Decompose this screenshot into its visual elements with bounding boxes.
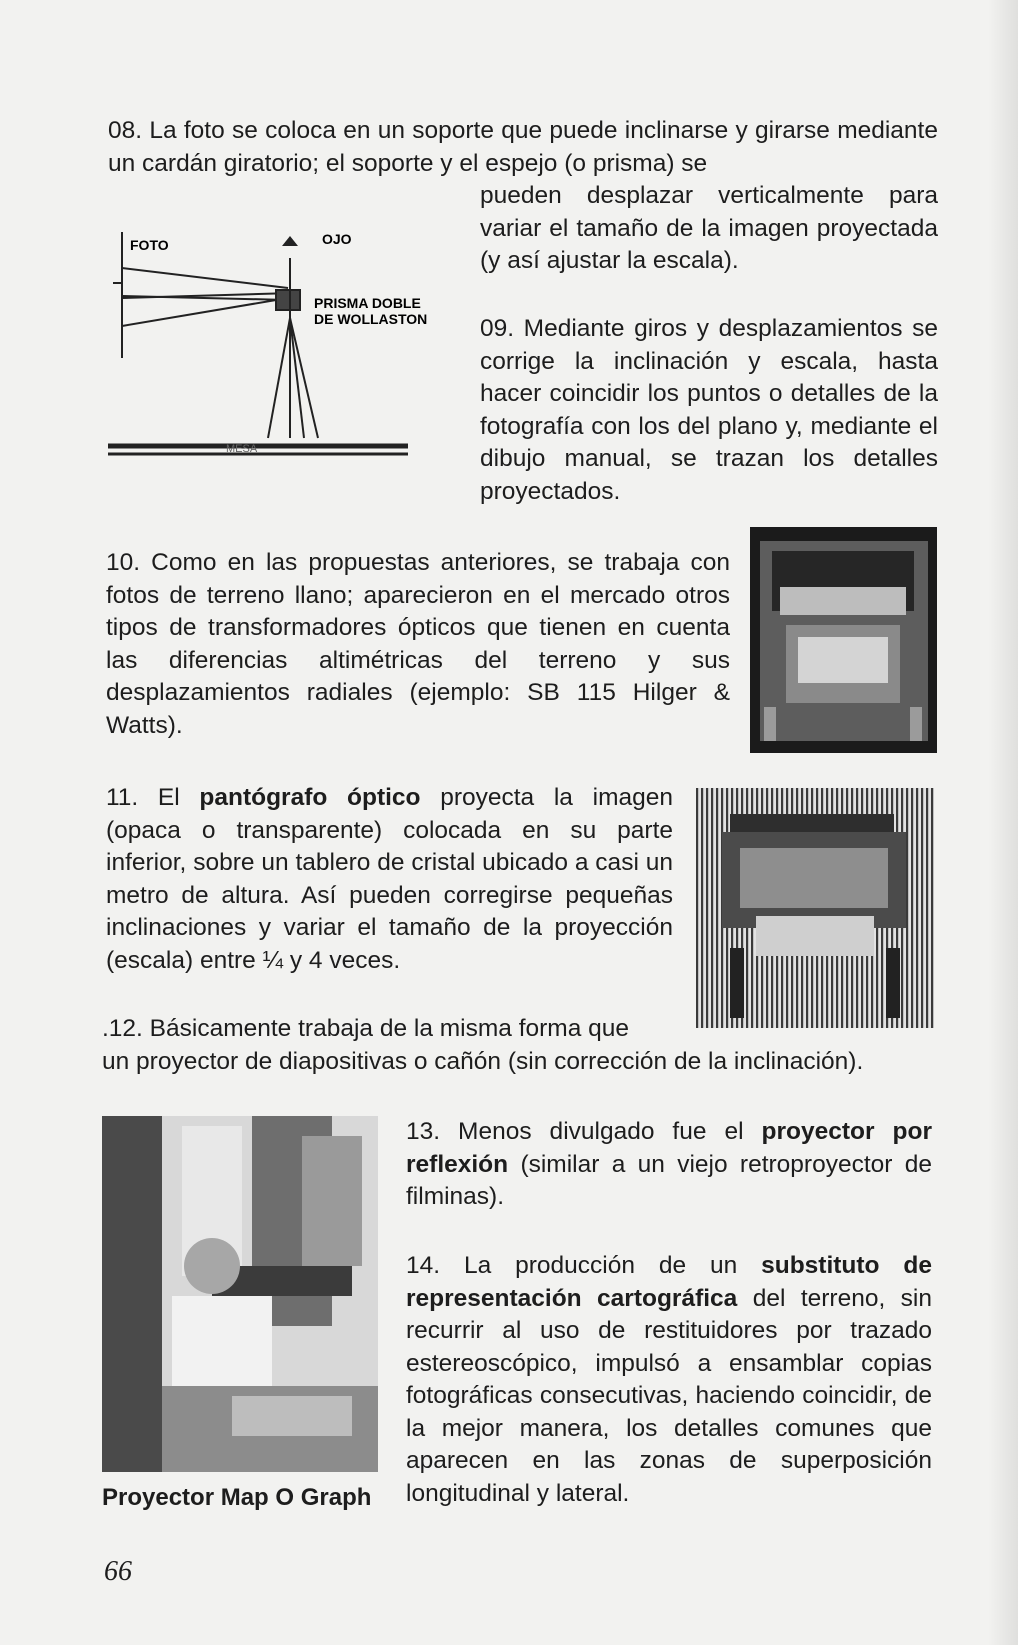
paragraph-08-top: 08. La foto se coloca en un soporte que puede inclinarse y girarse mediante un cardán giratorio; el soporte y el espejo (o prisma) se xyxy=(108,117,938,177)
label-prisma-2: DE WOLLASTON xyxy=(314,311,428,327)
paragraph-12-b: un proyector de diapositivas o cañón (sin corrección de la inclinación). xyxy=(102,1048,864,1075)
paragraph-13 xyxy=(406,1116,932,1214)
paragraph-10: 10. Como en las propuestas anteriores, se trabaja con fotos de terreno llano; aparecieron en el mercado otros tipos de transformadores ópticos que tienen en cuenta las diferencias altimétricas del terreno y sus desplazamientos radiales (ejemplo: SB 115 Hilger & Watts). xyxy=(106,549,730,739)
paragraph-14 xyxy=(406,1250,932,1510)
prism-shape xyxy=(276,290,300,310)
label-ojo: OJO xyxy=(322,231,352,247)
page-number: 66 xyxy=(104,1556,132,1587)
operator-head xyxy=(184,1238,240,1294)
p14-pre: 14. La producción de un xyxy=(406,1252,762,1279)
p14-bold: substituto de representación cartográfica xyxy=(406,1252,932,1312)
p13-pre: 13. Menos divulgado fue el xyxy=(406,1118,762,1145)
p14-post: del terreno, sin recurrir al uso de restituidores por trazado estereoscópico, impulsó a ensamblar copias fotográficas consecutivas, haciendo coincidir, de la mejor manera, los detalles comunes que aparecen en las zonas de superposición longitudinal y lateral. xyxy=(406,1284,932,1507)
label-foto: FOTO xyxy=(130,237,169,253)
label-prisma-1: PRISMA DOBLE xyxy=(314,295,421,311)
label-mesa: MESA xyxy=(226,443,258,455)
paragraph-12-a: .12. Básicamente trabaja de la misma forma que xyxy=(102,1015,630,1042)
eye-marker xyxy=(282,236,298,246)
p11-pre: 11. El xyxy=(106,784,200,811)
p13-post: (similar a un viejo retroproyector de filminas). xyxy=(406,1150,932,1210)
optical-pantograph-photo xyxy=(696,788,934,1028)
paragraph-09: 09. Mediante giros y desplazamientos se corrige la inclinación y escala, hasta hacer coincidir los puntos o detalles de la fotografía con los del plano y, mediante el dibujo manual, se trazan los detalles proyectados. xyxy=(480,315,938,505)
map-o-graph-photo xyxy=(102,1116,378,1472)
wollaston-prism-diagram xyxy=(108,228,468,478)
p11-post: proyecta la imagen (opaca o transparente) colocada en su parte inferior, sobre un tablero de cristal ubicado a casi un metro de altura. Así pueden corregirse pequeñas inclinaciones y variar el tamaño de la proyección (escala) entre ¼ y 4 veces. xyxy=(106,784,673,974)
paragraph-11 xyxy=(106,782,673,977)
paragraph-08-right: pueden desplazar verticalmente para variar el tamaño de la imagen proyectada (y así ajustar la escala). xyxy=(480,182,938,274)
hilger-watts-photo xyxy=(750,527,937,753)
page-edge-shadow xyxy=(988,0,1018,1645)
p11-bold: pantógrafo óptico xyxy=(199,784,421,811)
caption-map-o-graph: Proyector Map O Graph xyxy=(102,1484,372,1511)
p13-bold: proyector por reflexión xyxy=(406,1118,932,1178)
